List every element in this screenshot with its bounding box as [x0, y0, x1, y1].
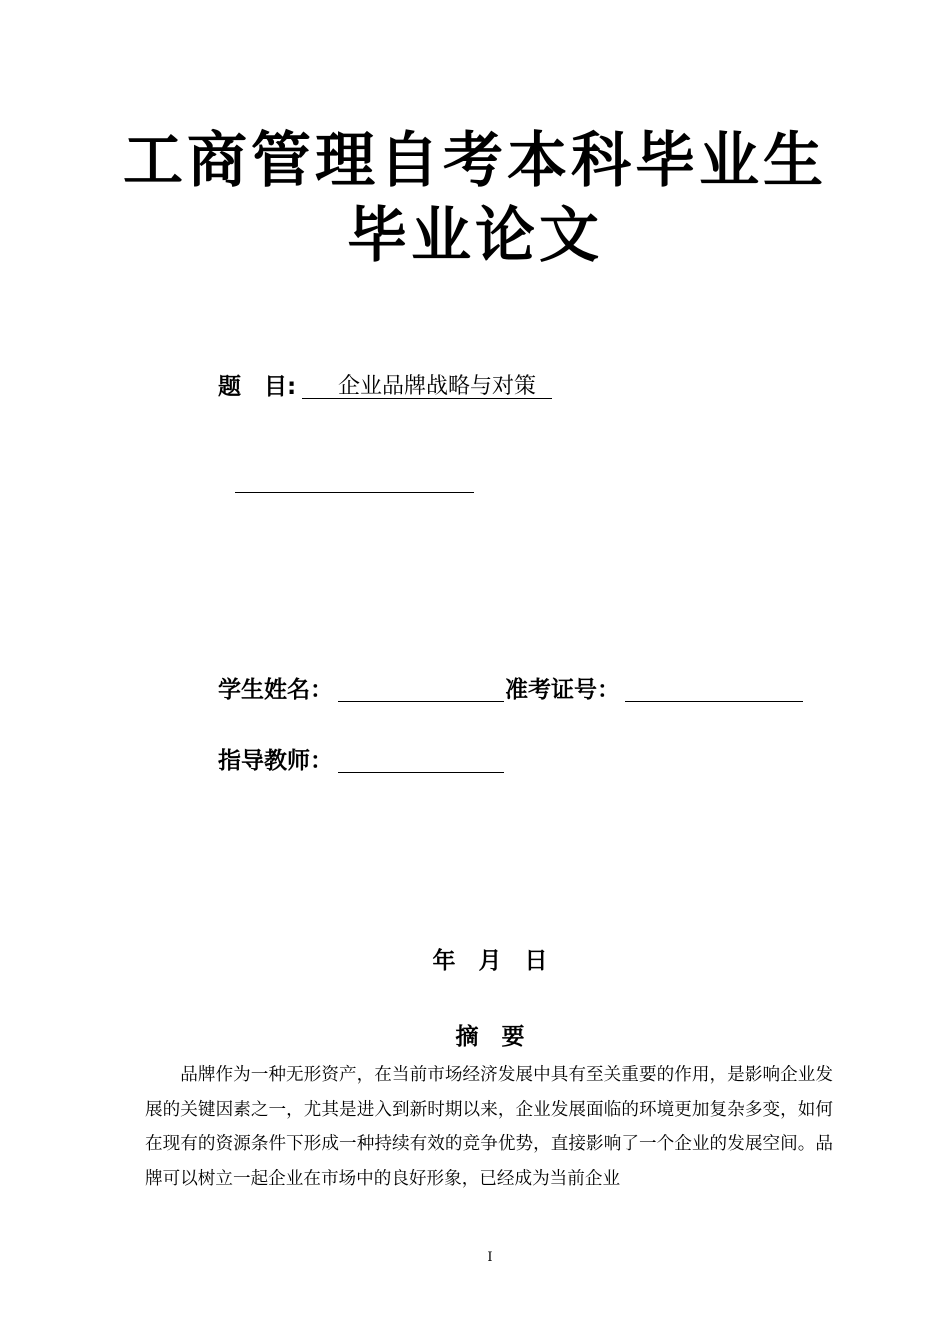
abstract-heading: 摘 要: [455, 1024, 525, 1050]
topic-value: 企业品牌战略与对策: [338, 374, 537, 399]
topic-continuation-line: [235, 492, 474, 493]
date-line: 年 月 日: [432, 948, 548, 974]
student-name-label: 学生姓名：: [218, 677, 333, 703]
student-name-blank: [338, 701, 504, 702]
thesis-title-line-1: 工商管理自考本科毕业生: [123, 126, 827, 196]
topic-label: 题 目:: [218, 374, 297, 400]
thesis-title-line-2: 毕业论文: [347, 201, 603, 271]
exam-id-label: 准考证号：: [505, 677, 620, 703]
abstract-body: 品牌作为一种无形资产，在当前市场经济发展中具有至关重要的作用，是影响企业发展的关键因素之一，尤其是进入到新时期以来，企业发展面临的环境更加复杂多变，如何在现有的资源条件下形成一种持续有效的竞争优势，直接影响了一个企业的发展空间。品牌可以树立一起企业在市场中的良好形象，已经成为当前企业: [145, 1065, 833, 1189]
page-number: I: [487, 1250, 493, 1265]
advisor-blank: [338, 772, 504, 773]
exam-id-blank: [625, 701, 803, 702]
advisor-label: 指导教师：: [218, 748, 333, 774]
